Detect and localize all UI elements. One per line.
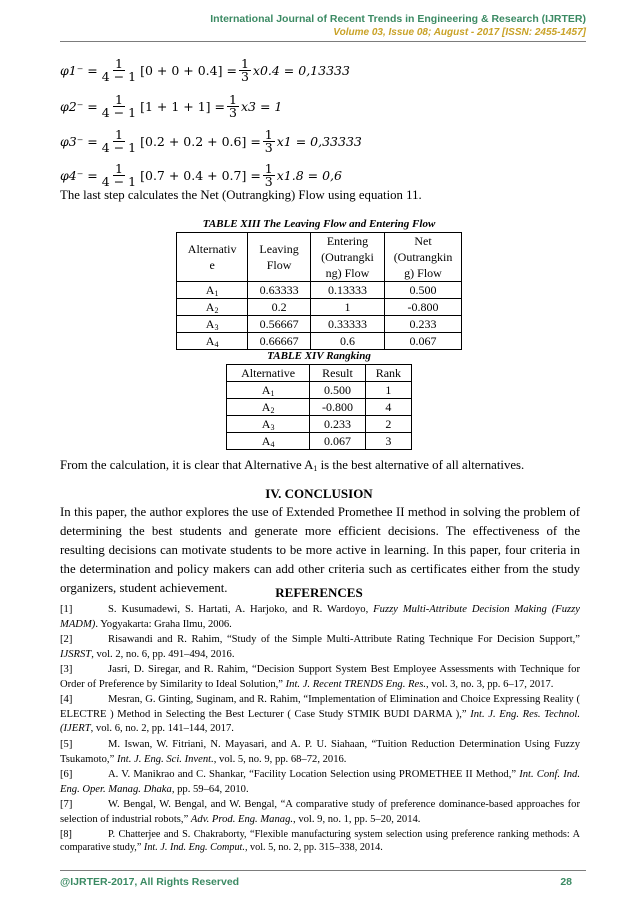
table-cell-alternative: $A_1$ <box>177 282 248 299</box>
table-row <box>177 316 462 333</box>
reference-venue: Int. Conf. Ind. Eng. Oper. Manag. Dhaka <box>60 769 580 795</box>
fraction-denominator: 4 − 1 <box>101 105 137 120</box>
reference-venue: Fuzzy Multi-Attribute Decision Making (Fuzzy MADM) <box>60 604 581 630</box>
reference-number: [6] <box>60 769 73 780</box>
table-row <box>227 416 412 433</box>
fraction <box>263 163 275 188</box>
fraction-denominator: 4 − 1 <box>101 69 137 84</box>
fraction-denominator: 3 <box>264 140 273 155</box>
equation-phi2 <box>60 94 282 119</box>
equation-lhs: φ1⁻ <box>60 63 84 78</box>
fraction <box>100 129 138 154</box>
fraction-numerator: 1 <box>264 161 273 176</box>
table13-header-row <box>177 233 462 282</box>
table-cell-alternative: $A_2$ <box>177 299 248 316</box>
table-cell-leaving: 0.2 <box>248 299 311 316</box>
reference-number: [1] <box>60 604 73 615</box>
journal-title: International Journal of Recent Trends in Engineering & Research (IJRTER) <box>210 13 586 25</box>
table-cell-entering: 0.6 <box>310 333 384 350</box>
equation-lhs: φ2⁻ <box>60 99 84 114</box>
reference-details: , vol. 9, no. 1, pp. 5–20, 2014. <box>293 813 421 825</box>
table-cell-alternative: $A_4$ <box>177 333 248 350</box>
equation-phi4 <box>60 163 342 188</box>
table-row <box>177 333 462 350</box>
table14-header-result: Result <box>310 365 366 382</box>
journal-volume: Volume 03, Issue 08; August - 2017 [ISSN: 2455-1457] <box>333 27 586 38</box>
equation-bracket: [0 + 0 + 0.4] = <box>140 63 237 78</box>
table-cell-leaving: 0.63333 <box>248 282 311 299</box>
equation-rhs: x1 = 0,33333 <box>276 134 362 149</box>
reference-number: [2] <box>60 634 73 645</box>
fraction <box>100 163 138 188</box>
table-cell-result: -0.800 <box>310 399 366 416</box>
equals-sign: = <box>87 134 98 149</box>
table-cell-leaving: 0.66667 <box>248 333 311 350</box>
reference-item <box>60 768 580 797</box>
table-cell-alternative: $A_1$ <box>227 382 310 399</box>
reference-number: [5] <box>60 739 73 750</box>
table14-caption: TABLE XIV Rangking <box>267 350 371 362</box>
reference-authors: A. V. Manikrao and C. Shankar, “Facility Location Selection using PROMETHEE II Method,” <box>108 769 520 780</box>
reference-item <box>60 828 580 854</box>
table13-caption: TABLE XIII The Leaving Flow and Entering Flow <box>202 218 436 230</box>
table-cell-alternative: $A_3$ <box>177 316 248 333</box>
reference-venue: Int. J. Eng. Sci. Invent. <box>116 753 214 765</box>
table-cell-alternative: $A_3$ <box>227 416 310 433</box>
reference-venue: Int. J. Eng. Res. Technol. (IJERT <box>60 708 580 734</box>
table-cell-entering: 1 <box>310 299 384 316</box>
fraction-numerator: 1 <box>114 161 123 176</box>
table-cell-alternative: $A_4$ <box>227 433 310 450</box>
fraction <box>239 58 251 83</box>
reference-venue: Adv. Prod. Eng. Manag. <box>190 813 294 825</box>
equals-sign: = <box>87 99 98 114</box>
reference-venue: Int. J. Ind. Eng. Comput. <box>143 842 245 853</box>
fraction-denominator: 3 <box>240 69 249 84</box>
table-row <box>227 433 412 450</box>
reference-authors: S. Kusumadewi, S. Hartati, A. Harjoko, and R. Wardoyo, <box>108 604 374 615</box>
table13 <box>176 232 462 350</box>
table-cell-result: 0.233 <box>310 416 366 433</box>
calc-sentence-sub: 1 <box>313 464 318 473</box>
table-cell-leaving: 0.56667 <box>248 316 311 333</box>
fraction <box>263 129 275 154</box>
table-row <box>177 299 462 316</box>
reference-number: [8] <box>60 829 72 840</box>
equation-phi1 <box>60 58 350 83</box>
equation-lhs: φ3⁻ <box>60 134 84 149</box>
table-cell-entering: 0.13333 <box>310 282 384 299</box>
table-cell-rank: 1 <box>365 382 411 399</box>
fraction <box>100 94 138 119</box>
table14 <box>226 364 412 450</box>
reference-details: , pp. 59–64, 2010. <box>171 783 249 795</box>
calc-sentence <box>60 456 580 475</box>
reference-authors: M. Iswan, W. Fitriani, N. Mayasari, and A. P. U. Siahaan, “Tuition Reduction Determination Using Fuzzy Tsukamoto,” <box>60 739 580 765</box>
fraction-numerator: 1 <box>229 92 237 107</box>
table14-header-rank: Rank <box>365 365 411 382</box>
table-cell-result: 0.067 <box>310 433 366 450</box>
table-cell-rank: 2 <box>365 416 411 433</box>
reference-details: , vol. 5, no. 9, pp. 68–72, 2016. <box>213 753 347 765</box>
table-cell-rank: 4 <box>365 399 411 416</box>
fraction <box>100 58 138 83</box>
fraction-numerator: 1 <box>114 92 123 107</box>
fraction-denominator: 3 <box>229 105 237 120</box>
reference-details: , vol. 6, no. 2, pp. 141–144, 2017. <box>90 723 234 734</box>
calc-sentence-after: is the best alternative of all alternatives. <box>317 458 525 472</box>
equals-sign: = <box>87 63 98 78</box>
table-cell-alternative: $A_2$ <box>227 399 310 416</box>
reference-number: [7] <box>60 799 73 810</box>
table-cell-net: 0.067 <box>385 333 462 350</box>
reference-item <box>60 603 580 632</box>
reference-venue: Int. J. Recent TRENDS Eng. Res. <box>285 678 426 690</box>
fraction-numerator: 1 <box>240 56 249 71</box>
last-step-text: The last step calculates the Net (Outrangking) Flow using equation 11. <box>60 188 422 202</box>
fraction-numerator: 1 <box>114 56 123 71</box>
table-cell-entering: 0.33333 <box>310 316 384 333</box>
reference-item <box>60 798 580 827</box>
reference-number: [4] <box>60 694 73 705</box>
table-cell-result: 0.500 <box>310 382 366 399</box>
footer-divider <box>60 870 586 871</box>
reference-authors: Jasri, D. Siregar, and R. Rahim, “Decision Support System Best Employee Assessments with Technique for Order of Preference by Similarity to Ideal Solution,” <box>60 664 580 690</box>
fraction-numerator: 1 <box>114 127 123 142</box>
reference-item <box>60 633 580 662</box>
reference-authors: Mesran, G. Ginting, Suginam, and R. Rahim, “Implementation of Elimination and Choice Expressing Reality ( ELECTRE ) Method in Selecting the Best Lecturer ( Case Study STMIK BUDI DARMA ),” <box>60 694 580 720</box>
fraction-numerator: 1 <box>264 127 273 142</box>
reference-item <box>60 693 580 737</box>
reference-details: , vol. 2, no. 6, pp. 491–494, 2016. <box>91 648 235 660</box>
reference-venue: IJSRST <box>60 648 92 660</box>
table14-header-row <box>227 365 412 382</box>
fraction-denominator: 4 − 1 <box>101 174 137 189</box>
equation-phi3 <box>60 129 362 154</box>
table-row <box>177 282 462 299</box>
references-heading: REFERENCES <box>275 585 363 600</box>
equation-bracket: [1 + 1 + 1] = <box>140 99 226 114</box>
table13-header-net: Net (Outrangkin g) Flow <box>385 233 462 282</box>
fraction <box>227 94 239 119</box>
table-row <box>227 399 412 416</box>
table13-header-alternative: Alternativ e <box>177 233 248 282</box>
table-cell-net: 0.233 <box>385 316 462 333</box>
equation-rhs: x1.8 = 0,6 <box>276 168 342 183</box>
calc-sentence-before: From the calculation, it is clear that Alternative A <box>60 458 314 472</box>
table-row <box>227 382 412 399</box>
equals-sign: = <box>87 168 98 183</box>
table13-header-entering: Entering (Outrangki ng) Flow <box>310 233 384 282</box>
equation-lhs: φ4⁻ <box>60 168 84 183</box>
fraction-denominator: 3 <box>264 174 273 189</box>
reference-details: , vol. 3, no. 3, pp. 6–17, 2017. <box>425 678 554 690</box>
conclusion-heading: IV. CONCLUSION <box>265 486 373 501</box>
table13-header-leaving: Leaving Flow <box>248 233 311 282</box>
table-cell-rank: 3 <box>365 433 411 450</box>
reference-item <box>60 738 580 767</box>
reference-authors: P. Chatterjee and S. Chakraborty, “Flexible manufacturing system selection using preference ranking methods: A comparative study,” <box>60 829 580 853</box>
equation-bracket: [0.7 + 0.4 + 0.7] = <box>140 168 261 183</box>
table-cell-net: -0.800 <box>385 299 462 316</box>
conclusion-text: In this paper, the author explores the use of Extended Promethee II method in solving the problem of determining the best students and generate more efficient decisions. The effectiveness of the resulting decisions can motivate students to be more active in learning. In this paper, four criteria in the determination and policy makers can add other criteria such as certificates either from the study organizers, student achievement. <box>60 505 580 595</box>
reference-details: , vol. 5, no. 2, pp. 315–338, 2014. <box>244 842 383 853</box>
footer-copyright: @IJRTER-2017, All Rights Reserved <box>60 876 240 888</box>
reference-details: . Yogyakarta: Graha Ilmu, 2006. <box>95 618 232 630</box>
reference-authors: W. Bengal, W. Bengal, and W. Bengal, “A comparative study of preference dominance-based approaches for selection of industrial robots,” <box>60 799 580 825</box>
equation-bracket: [0.2 + 0.2 + 0.6] = <box>140 134 261 149</box>
table-cell-net: 0.500 <box>385 282 462 299</box>
table14-header-alternative: Alternative <box>227 365 310 382</box>
fraction-denominator: 4 − 1 <box>101 140 137 155</box>
reference-item <box>60 663 580 692</box>
page-number: 28 <box>560 876 572 888</box>
reference-authors: Risawandi and R. Rahim, “Study of the Simple Multi-Attribute Rating Technique For Decision Support,” <box>108 634 580 645</box>
header-divider <box>60 41 586 42</box>
reference-number: [3] <box>60 664 73 675</box>
equation-rhs: x0.4 = 0,13333 <box>252 63 350 78</box>
equation-rhs: x3 = 1 <box>240 99 283 114</box>
